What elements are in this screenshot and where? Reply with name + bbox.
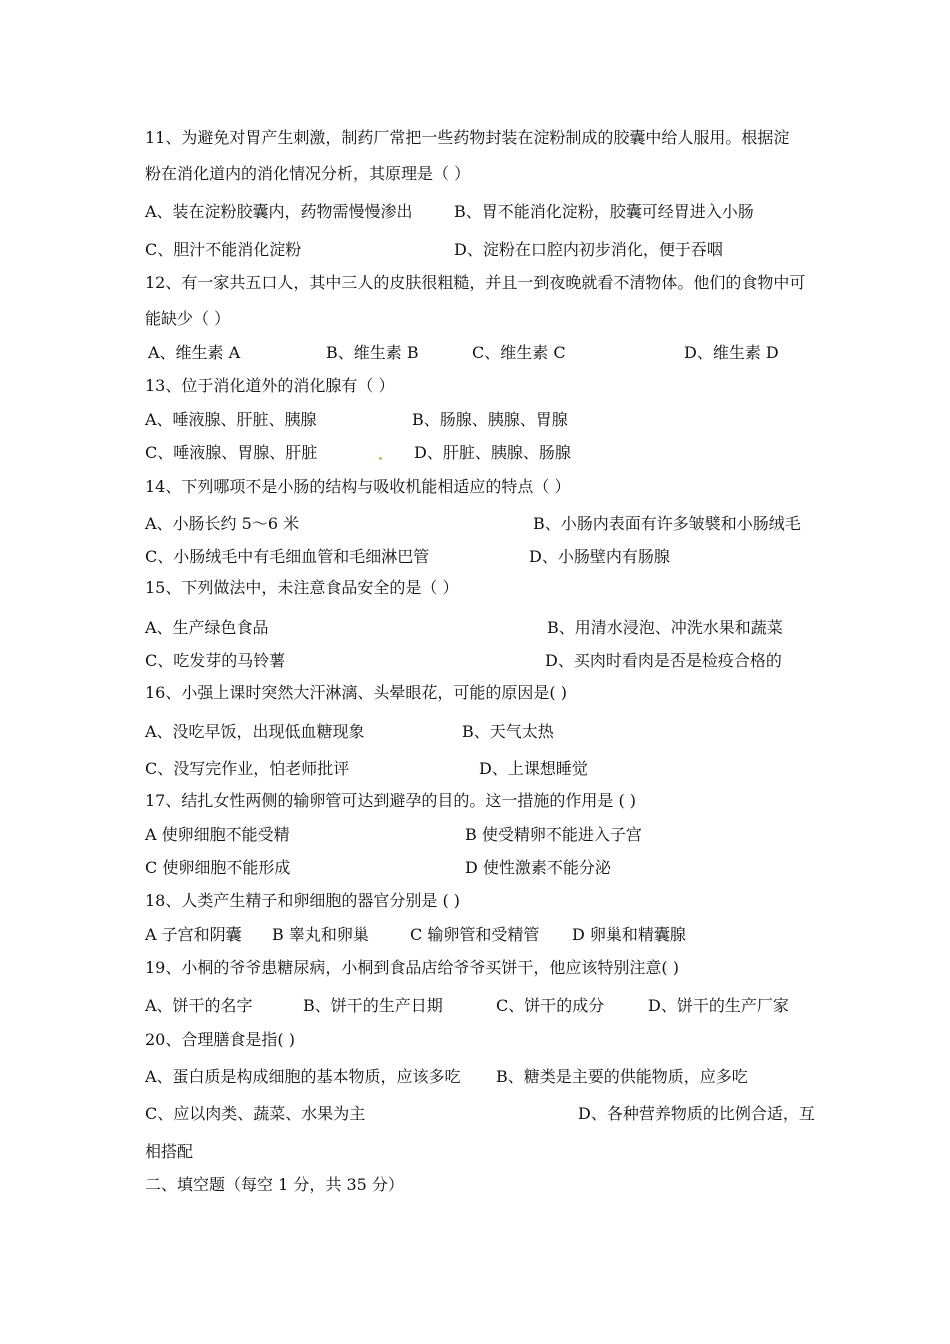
q16-option-b: B、天气太热 xyxy=(462,722,554,741)
q20-option-c: C、应以肉类、蔬菜、水果为主 xyxy=(145,1104,366,1123)
q12-option-b: B、维生素 B xyxy=(326,343,419,362)
q15-option-a: A、生产绿色食品 xyxy=(145,618,269,637)
stray-mark xyxy=(379,457,382,460)
q15-option-b: B、用清水浸泡、冲洗水果和蔬菜 xyxy=(547,618,783,637)
q13-option-d: D、肝脏、胰腺、肠腺 xyxy=(414,443,571,462)
q20-option-b: B、糖类是主要的供能物质，应多吃 xyxy=(496,1067,748,1086)
q13-option-b: B、肠腺、胰腺、胃腺 xyxy=(412,410,568,429)
q13-option-a: A、唾液腺、肝脏、胰腺 xyxy=(145,410,317,429)
q11-option-a: A、装在淀粉胶囊内，药物需慢慢渗出 xyxy=(145,202,413,221)
q11-option-b: B、胃不能消化淀粉，胶囊可经胃进入小肠 xyxy=(454,202,754,221)
q11-option-c: C、胆汁不能消化淀粉 xyxy=(145,240,302,259)
q19-stem: 19、小桐的爷爷患糖尿病，小桐到食品店给爷爷买饼干，他应该特别注意( ) xyxy=(145,958,679,977)
q12-option-d: D、维生素 D xyxy=(684,343,779,362)
q20-option-d-line2: 相搭配 xyxy=(145,1142,194,1161)
q12-option-a: A、维生素 A xyxy=(148,343,241,362)
q14-option-b: B、小肠内表面有许多皱襞和小肠绒毛 xyxy=(533,514,801,533)
q17-option-c: C 使卵细胞不能形成 xyxy=(145,858,291,877)
q15-option-d: D、买肉时看肉是否是检疫合格的 xyxy=(545,651,782,670)
q14-option-a: A、小肠长约 5～6 米 xyxy=(145,514,300,533)
q11-option-d: D、淀粉在口腔内初步消化，便于吞咽 xyxy=(454,240,723,259)
q17-stem: 17、结扎女性两侧的输卵管可达到避孕的目的。这一措施的作用是 ( ) xyxy=(145,791,637,810)
q14-option-c: C、小肠绒毛中有毛细血管和毛细淋巴管 xyxy=(145,547,430,566)
q16-stem: 16、小强上课时突然大汗淋漓、头晕眼花，可能的原因是( ) xyxy=(145,683,567,702)
q19-option-b: B、饼干的生产日期 xyxy=(303,996,443,1015)
q19-option-a: A、饼干的名字 xyxy=(145,996,253,1015)
q13-stem: 13、位于消化道外的消化腺有（ ） xyxy=(145,376,395,395)
section-2-title: 二、填空题（每空 1 分，共 35 分） xyxy=(145,1175,404,1194)
q15-stem: 15、下列做法中，未注意食品安全的是（ ） xyxy=(145,578,459,597)
q16-option-d: D、上课想睡觉 xyxy=(479,759,588,778)
q17-option-a: A 使卵细胞不能受精 xyxy=(145,825,290,844)
q16-option-c: C、没写完作业，怕老师批评 xyxy=(145,759,350,778)
q17-option-b: B 使受精卵不能进入子宫 xyxy=(465,825,642,844)
q17-option-d: D 使性激素不能分泌 xyxy=(465,858,611,877)
q20-stem: 20、合理膳食是指( ) xyxy=(145,1030,295,1049)
q18-option-d: D 卵巢和精囊腺 xyxy=(572,925,686,944)
q15-option-c: C、吃发芽的马铃薯 xyxy=(145,651,286,670)
q18-option-b: B 睾丸和卵巢 xyxy=(272,925,369,944)
q14-stem: 14、下列哪项不是小肠的结构与吸收机能相适应的特点（ ） xyxy=(145,477,571,496)
q14-option-d: D、小肠壁内有肠腺 xyxy=(529,547,670,566)
q18-option-c: C 输卵管和受精管 xyxy=(410,925,540,944)
q20-option-a: A、蛋白质是构成细胞的基本物质，应该多吃 xyxy=(145,1067,461,1086)
q18-option-a: A 子宫和阴囊 xyxy=(145,925,242,944)
q11-stem-line2: 粉在消化道内的消化情况分析，其原理是（ ） xyxy=(145,164,471,183)
q19-option-d: D、饼干的生产厂家 xyxy=(648,996,789,1015)
q12-stem-line1: 12、有一家共五口人，其中三人的皮肤很粗糙，并且一到夜晚就看不清物体。他们的食物中可 xyxy=(145,273,806,292)
q13-option-c: C、唾液腺、胃腺、肝脏 xyxy=(145,443,318,462)
q12-option-c: C、维生素 C xyxy=(472,343,566,362)
q20-option-d-line1: D、各种营养物质的比例合适，互 xyxy=(578,1104,815,1123)
q11-stem-line1: 11、为避免对胃产生刺激，制药厂常把一些药物封装在淀粉制成的胶囊中给人服用。根据淀 xyxy=(145,128,790,147)
q12-stem-line2: 能缺少（ ） xyxy=(145,309,231,328)
q19-option-c: C、饼干的成分 xyxy=(496,996,605,1015)
q16-option-a: A、没吃早饭，出现低血糖现象 xyxy=(145,722,365,741)
q18-stem: 18、人类产生精子和卵细胞的器官分别是 ( ) xyxy=(145,891,461,910)
